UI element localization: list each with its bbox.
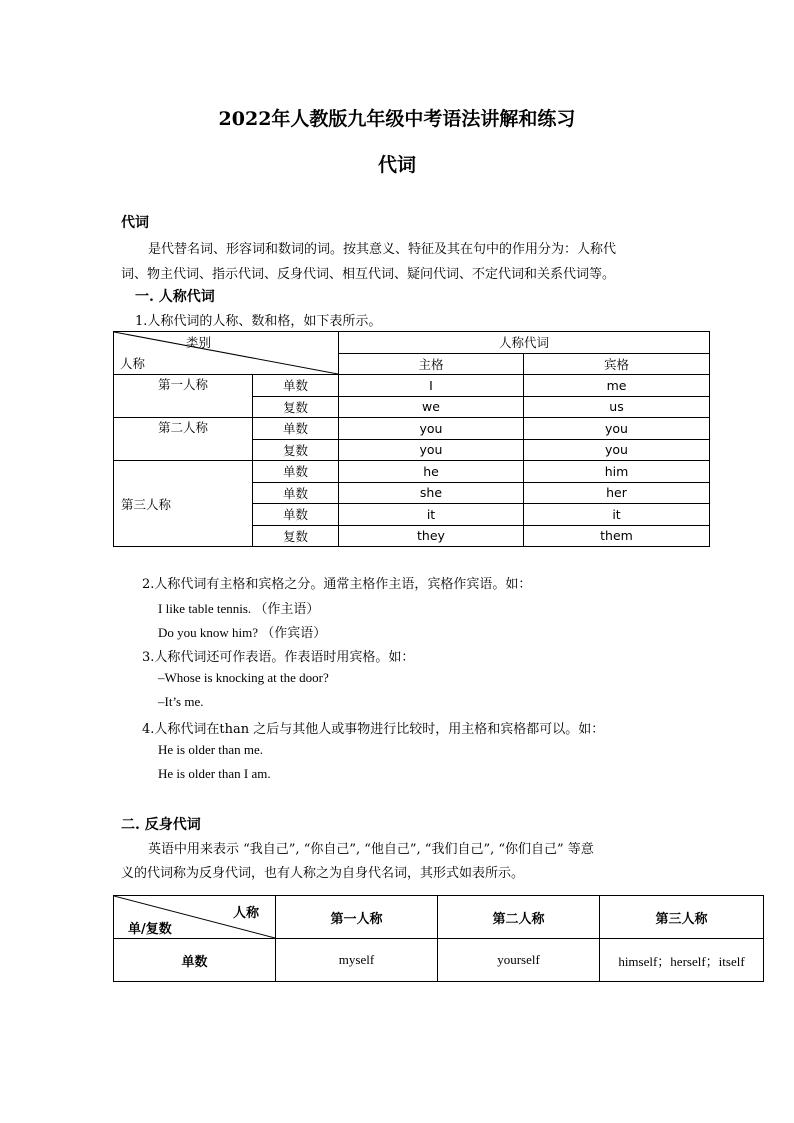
intro-line-1: 是代替名词、形容词和数词的词。按其意义、特征及其在句中的作用分为：人称代: [148, 242, 617, 257]
table2-corner-top: 人称: [232, 906, 259, 921]
table2-corner-bottom: 单/复数: [128, 922, 172, 937]
table1-corner-cell: [114, 332, 339, 375]
table1-objective: you: [524, 439, 710, 461]
table1-corner-top: 类别: [186, 335, 212, 350]
table2-value-yourself: yourself: [438, 939, 600, 982]
document-title: 2022年人教版九年级中考语法讲解和练习: [218, 108, 576, 130]
table1-person2: 第二人称: [114, 418, 253, 461]
item2-example-1: I like table tennis. （作主语）: [158, 601, 320, 616]
part1-heading: 一. 人称代词: [135, 289, 215, 305]
table1-objective: it: [524, 504, 710, 526]
item2-example-2: Do you know him? （作宾语）: [158, 625, 327, 640]
table1-number: 复数: [253, 525, 339, 547]
table1-nominative: they: [339, 525, 524, 547]
reflexive-pronoun-table: [113, 895, 764, 982]
table1-person3: 第三人称: [114, 461, 253, 547]
item4-example-2: He is older than I am.: [158, 766, 271, 781]
table1-nominative: we: [339, 396, 524, 418]
table1-number: 复数: [253, 396, 339, 418]
table2-row-label: 单数: [114, 939, 276, 982]
document-subtitle: 代词: [377, 154, 416, 176]
table1-col-objective: 宾格: [524, 353, 710, 375]
table1-nominative: you: [339, 439, 524, 461]
table1-number: 单数: [253, 461, 339, 483]
table1-nominative: it: [339, 504, 524, 526]
part1-item1: 1.人称代词的人称、数和格，如下表所示。: [135, 314, 382, 329]
table2-value-third: himself；herself；itself: [600, 939, 764, 982]
table1-objective: him: [524, 461, 710, 483]
intro-line-2: 词、物主代词、指示代词、反身代词、相互代词、疑问代词、不定代词和关系代词等。: [121, 267, 616, 282]
table1-objective: her: [524, 482, 710, 504]
table2-corner-cell: [114, 896, 276, 939]
table1-number: 单数: [253, 482, 339, 504]
section-heading: 代词: [121, 215, 149, 231]
table1-corner-bottom: 人称: [120, 356, 146, 371]
table2-col-third-person: 第三人称: [600, 896, 764, 939]
item3-example-1: –Whose is knocking at the door?: [158, 670, 329, 685]
item2-text: 2.人称代词有主格和宾格之分。通常主格作主语，宾格作宾语。如：: [142, 577, 532, 592]
table1-number: 单数: [253, 504, 339, 526]
part2-line-1: 英语中用来表示 “我自己”, “你自己”, “他自己”, “我们自己”, “你们自己” 等意: [148, 842, 594, 857]
table-row: [114, 375, 710, 397]
table1-objective: them: [524, 525, 710, 547]
personal-pronoun-table: [113, 331, 710, 547]
table2-value-myself: myself: [276, 939, 438, 982]
table1-group-header: 人称代词: [339, 332, 710, 354]
table1-nominative: he: [339, 461, 524, 483]
part2-heading: 二. 反身代词: [121, 817, 201, 833]
table1-objective: us: [524, 396, 710, 418]
table-row: [114, 461, 710, 483]
item3-example-2: –It’s me.: [158, 694, 204, 709]
table1-number: 复数: [253, 439, 339, 461]
table1-number: 单数: [253, 418, 339, 440]
item3-text: 3.人称代词还可作表语。作表语时用宾格。如：: [142, 650, 415, 665]
item4-example-1: He is older than me.: [158, 742, 264, 757]
table-row: [114, 418, 710, 440]
table1-nominative: she: [339, 482, 524, 504]
table1-nominative: I: [339, 375, 524, 397]
table1-objective: me: [524, 375, 710, 397]
table1-person1: 第一人称: [114, 375, 253, 418]
table1-objective: you: [524, 418, 710, 440]
table2-col-first-person: 第一人称: [276, 896, 438, 939]
table-row: [114, 939, 764, 982]
table1-number: 单数: [253, 375, 339, 397]
table1-nominative: you: [339, 418, 524, 440]
table2-col-second-person: 第二人称: [438, 896, 600, 939]
item4-text: 4.人称代词在than 之后与其他人或事物进行比较时，用主格和宾格都可以。如：: [142, 722, 605, 737]
table1-col-nominative: 主格: [339, 353, 524, 375]
part2-line-2: 义的代词称为反身代词，也有人称之为自身代名词，其形式如表所示。: [121, 866, 525, 881]
